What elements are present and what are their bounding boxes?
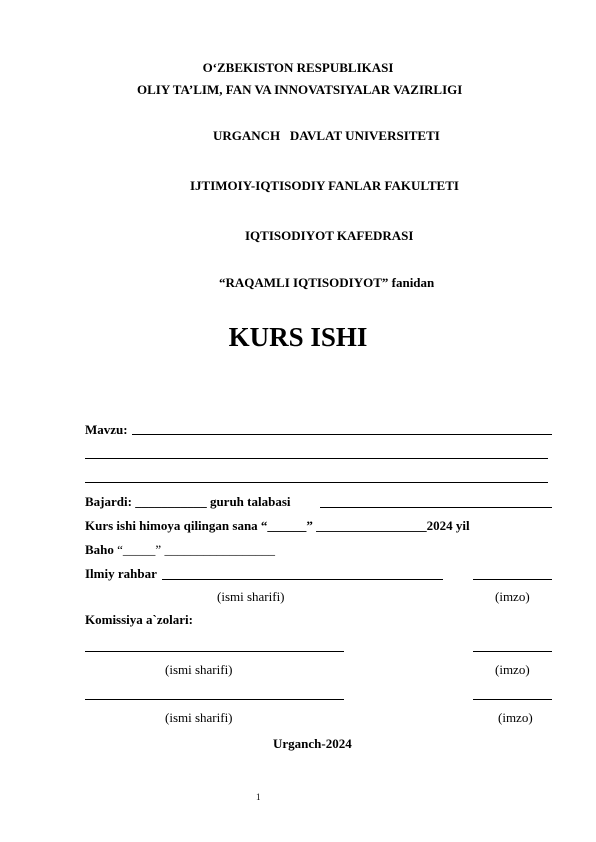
- himoya-sana-label: Kurs ishi himoya qilingan sana “______” _________________2024 yil: [85, 518, 470, 533]
- baho-label: Baho: [85, 542, 114, 557]
- komissiya-1-ismi-caption: (ismi sharifi): [165, 662, 233, 677]
- mavzu-line-2: [85, 458, 548, 459]
- page-number: 1: [256, 792, 261, 802]
- mavzu-line-3: [85, 482, 548, 483]
- header-department: IQTISODIYOT KAFEDRASI: [245, 228, 414, 243]
- baho-blank: “_____” _________________: [117, 542, 275, 557]
- city-year: Urganch-2024: [273, 736, 352, 751]
- header-ministry: OLIY TA’LIM, FAN VA INNOVATSIYALAR VAZIRLIGI: [137, 82, 463, 97]
- mavzu-line-1: [132, 434, 552, 435]
- komissiya-2-imzo-line: [473, 699, 552, 700]
- ilmiy-rahbar-imzo-caption: (imzo): [495, 589, 530, 604]
- ilmiy-rahbar-imzo-line: [473, 579, 552, 580]
- ilmiy-rahbar-name-line: [162, 579, 443, 580]
- komissiya-1-imzo-caption: (imzo): [495, 662, 530, 677]
- ilmiy-rahbar-ismi-caption: (ismi sharifi): [217, 589, 285, 604]
- komissiya-2-ismi-caption: (ismi sharifi): [165, 710, 233, 725]
- bajardi-label: Bajardi: ___________ guruh talabasi: [85, 494, 291, 509]
- bajardi-line: [320, 507, 552, 508]
- komissiya-2-imzo-caption: (imzo): [498, 710, 533, 725]
- baho-row: [85, 542, 275, 558]
- komissiya-label: Komissiya a`zolari:: [85, 612, 193, 627]
- document-title: KURS ISHI: [228, 322, 368, 352]
- mavzu-label: Mavzu:: [85, 422, 128, 437]
- header-country: O‘ZBEKISTON RESPUBLIKASI: [202, 60, 394, 75]
- header-faculty: IJTIMOIY-IQTISODIY FANLAR FAKULTETI: [190, 178, 459, 193]
- komissiya-2-name-line: [85, 699, 344, 700]
- header-subject: “RAQAMLI IQTISODIYOT” fanidan: [219, 275, 435, 290]
- ilmiy-rahbar-label: Ilmiy rahbar: [85, 566, 157, 581]
- komissiya-1-imzo-line: [473, 651, 552, 652]
- komissiya-1-name-line: [85, 651, 344, 652]
- header-university: URGANCH DAVLAT UNIVERSITETI: [213, 128, 440, 143]
